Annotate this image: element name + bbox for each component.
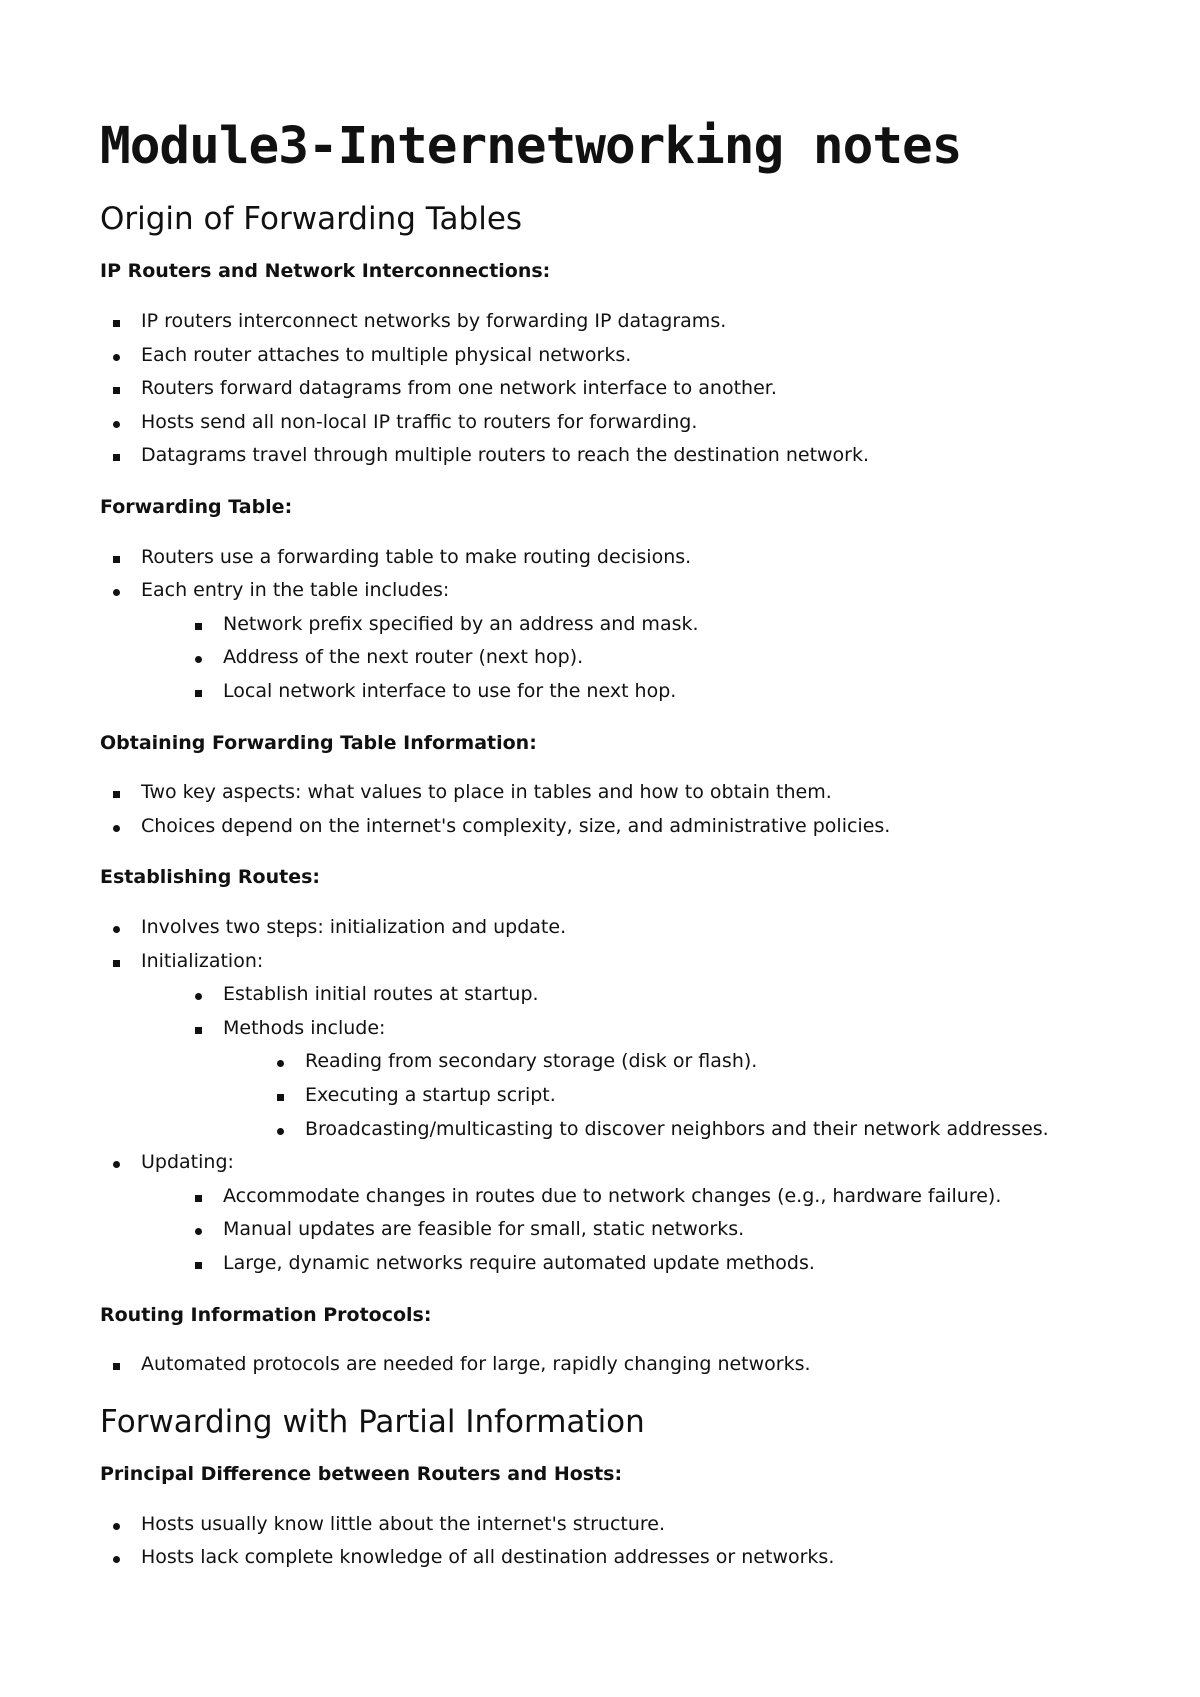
list-routing-protocols (100, 1348, 1100, 1382)
list-forwarding-table (100, 541, 1100, 709)
subheading-ip-routers: IP Routers and Network Interconnections: (100, 260, 551, 283)
subheading-routing-protocols: Routing Information Protocols: (100, 1303, 432, 1326)
list-item (100, 945, 1100, 1147)
list-item-text: Each entry in the table includes: (141, 579, 450, 602)
nested-list (141, 978, 1100, 1146)
list-obtaining-info (100, 776, 1100, 843)
list-item: Manual updates are feasible for small, static networks. (182, 1213, 1100, 1247)
list-item: Involves two steps: initialization and update. (100, 911, 1100, 945)
list-item: Network prefix specified by an address and mask. (182, 608, 1100, 642)
nested-list (223, 1045, 1100, 1146)
list-item (100, 574, 1100, 708)
list-item: Hosts lack complete knowledge of all destination addresses or networks. (100, 1541, 1100, 1575)
list-routers-vs-hosts (100, 1508, 1100, 1575)
list-item (100, 1146, 1100, 1280)
list-item: Accommodate changes in routes due to network changes (e.g., hardware failure). (182, 1180, 1100, 1214)
list-item: Choices depend on the internet's complexity, size, and administrative policies. (100, 810, 1100, 844)
list-item-text: Updating: (141, 1151, 234, 1174)
list-item: Each router attaches to multiple physical networks. (100, 339, 1100, 373)
list-item: Datagrams travel through multiple routers to reach the destination network. (100, 439, 1100, 473)
list-item: Hosts usually know little about the internet's structure. (100, 1508, 1100, 1542)
list-item: Reading from secondary storage (disk or flash). (264, 1045, 1100, 1079)
list-item: Broadcasting/multicasting to discover neighbors and their network addresses. (264, 1113, 1100, 1147)
subheading-establishing-routes: Establishing Routes: (100, 866, 320, 889)
section-heading-origin: Origin of Forwarding Tables (100, 201, 523, 238)
list-item-text: Initialization: (141, 949, 264, 972)
subheading-forwarding-table: Forwarding Table: (100, 495, 293, 518)
list-item (182, 1012, 1100, 1146)
list-item: Automated protocols are needed for large, rapidly changing networks. (100, 1348, 1100, 1382)
document-title: Module3-Internetworking notes (100, 117, 962, 176)
list-item: Hosts send all non-local IP traffic to routers for forwarding. (100, 406, 1100, 440)
list-item: Large, dynamic networks require automated update methods. (182, 1247, 1100, 1281)
section-heading-partial-info: Forwarding with Partial Information (100, 1403, 645, 1440)
list-item-text: Methods include: (223, 1016, 386, 1039)
list-item: Routers use a forwarding table to make routing decisions. (100, 541, 1100, 575)
subheading-obtaining-info: Obtaining Forwarding Table Information: (100, 731, 537, 754)
list-item: Establish initial routes at startup. (182, 978, 1100, 1012)
nested-list (141, 1180, 1100, 1281)
list-item: IP routers interconnect networks by forwarding IP datagrams. (100, 305, 1100, 339)
list-item: Routers forward datagrams from one network interface to another. (100, 372, 1100, 406)
list-item: Address of the next router (next hop). (182, 641, 1100, 675)
nested-list (141, 608, 1100, 709)
list-item: Local network interface to use for the next hop. (182, 675, 1100, 709)
list-item: Two key aspects: what values to place in tables and how to obtain them. (100, 776, 1100, 810)
list-establishing-routes (100, 911, 1100, 1281)
list-item: Executing a startup script. (264, 1079, 1100, 1113)
subheading-routers-vs-hosts: Principal Difference between Routers and Hosts: (100, 1462, 623, 1485)
list-ip-routers (100, 305, 1100, 473)
